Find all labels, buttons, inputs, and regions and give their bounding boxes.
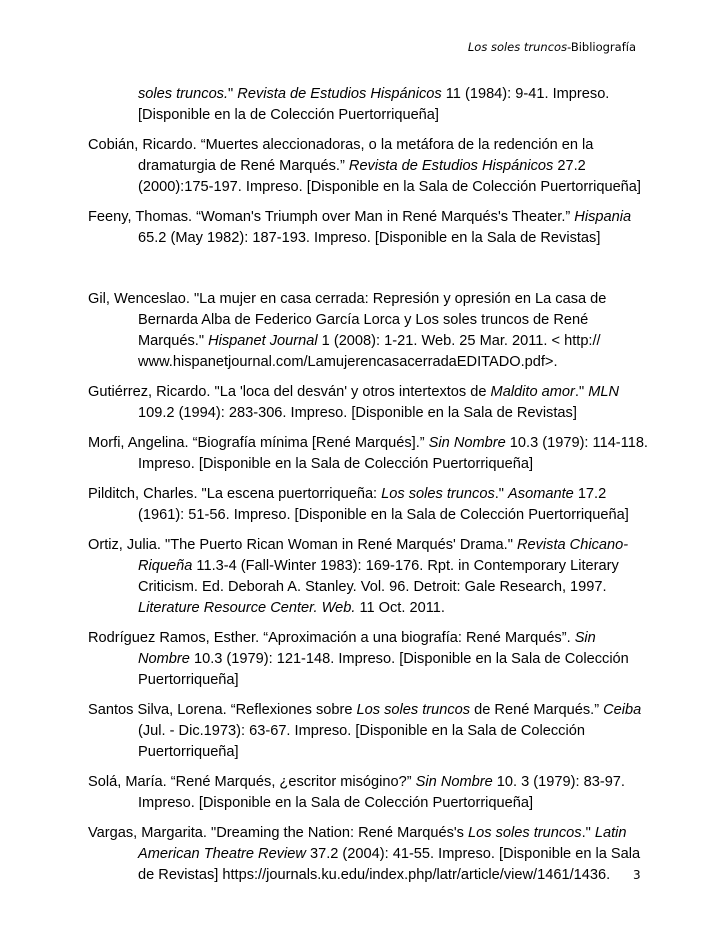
entry-italic: Revista de Estudios Hispánicos xyxy=(348,158,554,174)
header-title-italic: Los soles truncos xyxy=(467,40,568,54)
bibliography-entry xyxy=(88,823,648,886)
entry-italic: soles truncos. xyxy=(138,86,229,102)
bibliography-entry xyxy=(88,84,648,126)
entry-text: ." xyxy=(581,825,595,841)
entry-text: ." xyxy=(494,486,509,502)
entry-text: ." xyxy=(574,384,589,400)
entry-text: Vargas, Margarita. "Dreaming the Nation: René Marqués's xyxy=(88,825,469,841)
entry-text: 65.2 (May 1982): 187-193. Impreso. [Disponible en la Sala de Revistas] xyxy=(138,230,601,246)
entry-italic: Sin Nombre xyxy=(428,435,506,451)
entry-text: Solá, María. “René Marqués, ¿escritor misógino?” xyxy=(88,774,416,790)
page-number: 3 xyxy=(633,868,641,882)
entry-text: 1 (2008): 1-21. Web. 25 Mar. 2011. < http:// www.hispanetjournal.com/LamujerencasacerradaEDITADO.pdf>. xyxy=(138,333,601,370)
entry-text: 17.2 (1961): 51-56. Impreso. [Disponible en la Sala de Colección Puertorriqueña] xyxy=(138,486,629,523)
entry-text: Gil, Wenceslao. "La mujer en casa cerrada: Represión y opresión en La casa de Bernarda Alba de Federico García Lorca y Los soles truncos de René Marqués." xyxy=(88,291,607,349)
entry-italic: Los soles truncos xyxy=(356,702,471,718)
entry-italic: Literature Resource Center. Web. xyxy=(138,600,356,616)
entry-italic: Sin Nombre xyxy=(415,774,493,790)
entry-text: 10.3 (1979): 121-148. Impreso. [Disponible en la Sala de Colección Puertorriqueña] xyxy=(138,651,629,688)
entry-text: Rodríguez Ramos, Esther. “Aproximación a una biografía: René Marqués”. xyxy=(88,630,575,646)
entry-text: Cobián, Ricardo. “Muertes aleccionadoras, o la metáfora de la redención en la dramaturgia de René Marqués.” xyxy=(88,137,594,174)
entry-italic: Hispanet Journal xyxy=(208,333,318,349)
entry-text: Gutiérrez, Ricardo. "La 'loca del desván' y otros intertextos de xyxy=(88,384,491,400)
bibliography-entry xyxy=(88,433,648,475)
entry-italic: Revista Chicano-Riqueña xyxy=(138,537,629,574)
entry-text: (Jul. - Dic.1973): 63-67. Impreso. [Disponible en la Sala de Colección Puertorriqueña] xyxy=(138,723,585,760)
entry-text: Pilditch, Charles. "La escena puertorriqueña: xyxy=(88,486,382,502)
entry-text: 27.2 (2000):175-197. Impreso. [Disponible en la Sala de Colección Puertorriqueña] xyxy=(138,158,641,195)
entry-text: 37.2 (2004): 41-55. Impreso. [Disponible en la Sala de Revistas] https://journals.ku.edu/index.php/latr/article/view/1461/1436. xyxy=(138,846,641,883)
entry-text: Morfi, Angelina. “Biografía mínima [René Marqués].” xyxy=(88,435,429,451)
bibliography-entry xyxy=(88,289,648,373)
entry-text: 10. 3 (1979): 83-97. Impreso. [Disponible en la Sala de Colección Puertorriqueña] xyxy=(138,774,625,811)
bibliography-entry xyxy=(88,207,648,249)
entry-italic: MLN xyxy=(588,384,620,400)
bibliography-entry xyxy=(88,382,648,424)
entry-text: 109.2 (1994): 283-306. Impreso. [Disponible en la Sala de Revistas] xyxy=(138,405,577,421)
entry-italic: Sin Nombre xyxy=(138,630,596,667)
entry-text: 11 Oct. 2011. xyxy=(355,600,445,616)
page-header xyxy=(468,40,636,54)
entry-text: Feeny, Thomas. “Woman's Triumph over Man in René Marqués's Theater.” xyxy=(88,209,575,225)
bibliography-entry xyxy=(88,484,648,526)
entry-italic: Ceiba xyxy=(603,702,642,718)
bibliography-entry xyxy=(88,700,648,763)
entry-italic: Maldito amor xyxy=(490,384,575,400)
entry-text: 11 (1984): 9-41. Impreso. [Disponible en la de Colección Puertorriqueña] xyxy=(138,86,610,123)
entry-text: Ortiz, Julia. "The Puerto Rican Woman in René Marqués' Drama." xyxy=(88,537,517,553)
entry-italic: Hispania xyxy=(574,209,632,225)
entry-text: " xyxy=(228,86,238,102)
bibliography-entry xyxy=(88,628,648,691)
entry-text: 10.3 (1979): 114-118. Impreso. [Disponible en la Sala de Colección Puertorriqueña] xyxy=(138,435,648,472)
bibliography-entry xyxy=(88,535,648,619)
bibliography-entry xyxy=(88,772,648,814)
header-title-rest: -Bibliografía xyxy=(567,40,636,54)
entry-italic: Revista de Estudios Hispánicos xyxy=(237,86,442,102)
bibliography-list xyxy=(88,84,648,895)
entry-italic: Los soles truncos xyxy=(468,825,582,841)
bibliography-entry xyxy=(88,135,648,198)
entry-text: de René Marqués.” xyxy=(470,702,604,718)
entry-italic: Asomante xyxy=(508,486,574,502)
entry-text: Santos Silva, Lorena. “Reflexiones sobre xyxy=(88,702,357,718)
entry-italic: Latin American Theatre Review xyxy=(138,825,627,862)
entry-text: 11.3-4 (Fall-Winter 1983): 169-176. Rpt. in Contemporary Literary Criticism. Ed. Deborah A. Stanley. Vol. 96. Detroit: Gale Research, 1997. xyxy=(138,558,619,595)
entry-italic: Los soles truncos xyxy=(381,486,495,502)
